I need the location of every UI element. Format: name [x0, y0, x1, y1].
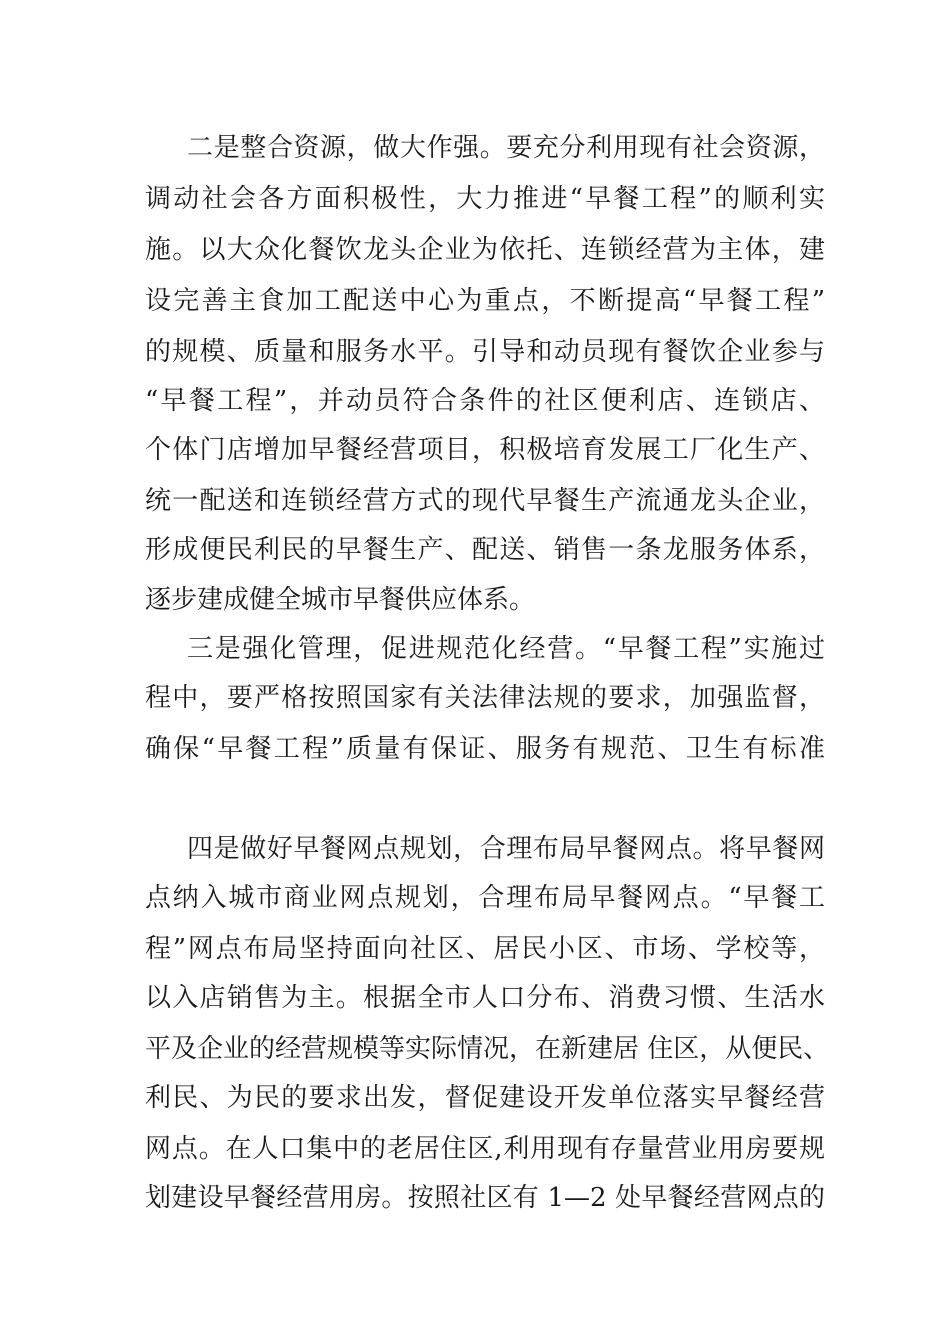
text-line: 施。以大众化餐饮龙头企业为依托、连锁经营为主体，建: [145, 235, 825, 265]
text-line: “早餐工程”，并动员符合条件的社区便利店、连锁店、: [145, 386, 825, 416]
text-line: 三是强化管理，促进规范化经营。“早餐工程”实施过: [187, 634, 825, 664]
text-line: 设完善主食加工配送中心为重点，不断提高“早餐工程”: [145, 286, 825, 316]
text-line: 程”网点布局坚持面向社区、居民小区、市场、学校等，: [145, 934, 825, 964]
text-line: 以入店销售为主。根据全市人口分布、消费习惯、生活水: [145, 983, 825, 1013]
text-line: 程中，要严格按照国家有关法律法规的要求，加强监督，: [145, 683, 825, 713]
text-line: 个体门店增加早餐经营项目，积极培育发展工厂化生产、: [145, 435, 825, 465]
text-line: 逐步建成健全城市早餐供应体系。: [145, 585, 536, 615]
text-line: 四是做好早餐网点规划，合理布局早餐网点。将早餐网: [187, 834, 825, 864]
text-line: 调动社会各方面积极性，大力推进“早餐工程”的顺利实: [145, 184, 825, 214]
text-line: 点纳入城市商业网点规划，合理布局早餐网点。“早餐工: [145, 883, 825, 913]
text-line: 网点。在人口集中的老居住区,利用现有存量营业用房要规: [145, 1134, 825, 1164]
text-line: 统一配送和连锁经营方式的现代早餐生产流通龙头企业，: [145, 486, 825, 516]
text-line: 划建设早餐经营用房。按照社区有 1—2 处早餐经营网点的: [145, 1183, 825, 1213]
text-line: 确保“早餐工程”质量有保证、服务有规范、卫生有标准: [145, 734, 825, 764]
text-line: 的规模、质量和服务水平。引导和动员现有餐饮企业参与: [145, 337, 825, 367]
text-line: 形成便民利民的早餐生产、配送、销售一条龙服务体系，: [145, 535, 825, 565]
text-line: 利民、为民的要求出发，督促建设开发单位落实早餐经营: [145, 1083, 825, 1113]
text-line: 二是整合资源，做大作强。要充分利用现有社会资源，: [187, 133, 825, 163]
text-line: 平及企业的经营规模等实际情况，在新建居 住区，从便民、: [145, 1034, 830, 1064]
